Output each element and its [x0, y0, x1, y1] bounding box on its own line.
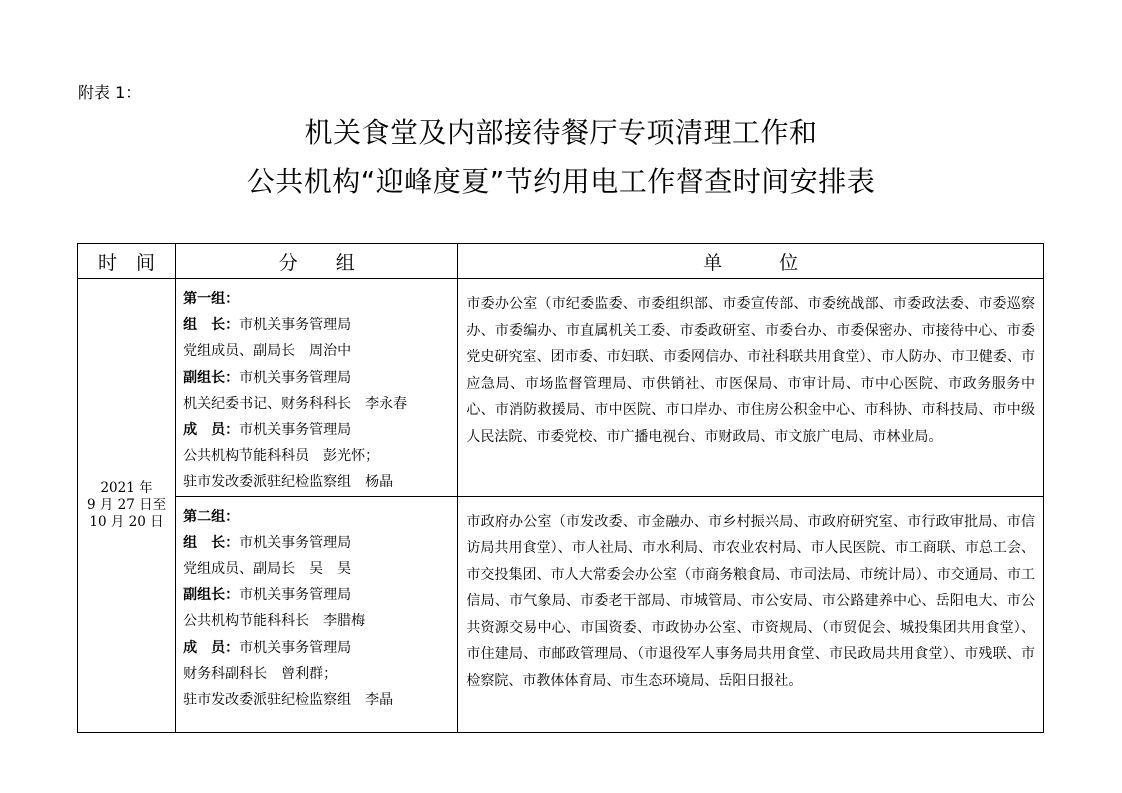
unit-cell-2: 市政府办公室（市发改委、市金融办、市乡村振兴局、市政府研究室、市行政审批局、市信访局共用食堂）、市人社局、市水利局、市农业农村局、市人民医院、市工商联、市总工会、市交投集团、市人大常委会办公室（市商务粮食局、市司法局、市统计局）、市交通局、市工信局、市气象局、市委老干部局、市城管局、市公安局、市公路建养中心、岳阳电大、市公共资源交易中心、市国资委、市政协办公室、市资规局、（市贸促会、城投集团共用食堂）、市住建局、市邮政管理局、（市退役军人事务局共用食堂、市民政局共用食堂）、市残联、市检察院、市教体体育局、市生态环境局、岳阳日报社。 [458, 496, 1044, 732]
time-end: 10 月 20 日 [89, 513, 164, 530]
member-line-2: 财务科副科长 曾利群； [183, 665, 338, 682]
member-org: 市机关事务管理局 [239, 639, 352, 656]
group-name: 第二组： [183, 508, 240, 525]
title-line-2: 公共机构“迎峰度夏”节约用电工作督查时间安排表 [246, 165, 876, 198]
unit-cell-1: 市委办公室（市纪委监委、市委组织部、市委宣传部、市委统战部、市委政法委、市委巡察办、市委编办、市直属机关工委、市委政研室、市委台办、市委保密办、市接待中心、市委党史研究室、团市委、市妇联、市委网信办、市社科联共用食堂）、市人防办、市卫健委、市应急局、市场监督管理局、市供销社、市医保局、市审计局、市中心医院、市政务服务中心、市消防救援局、市中医院、市口岸办、市住房公积金中心、市科协、市科技局、市中级人民法院、市委党校、市广播电视台、市财政局、市文旅广电局、市林业局。 [458, 279, 1044, 497]
leader-label: 组 长： [183, 534, 240, 551]
group-name: 第一组： [183, 291, 240, 307]
leader-org: 市机关事务管理局 [239, 317, 352, 334]
deputy-label: 副组长： [183, 369, 240, 386]
table-row [78, 279, 1044, 497]
deputy-label: 副组长： [183, 587, 240, 604]
group-cell-1 [176, 279, 458, 497]
table-row [78, 496, 1044, 732]
deputy-org: 市机关事务管理局 [239, 587, 352, 604]
member-line-3: 驻市发改委派驻纪检监察组 杨晶 [183, 474, 394, 491]
deputy-org: 市机关事务管理局 [239, 369, 352, 386]
header-time: 时 间 [78, 244, 176, 279]
time-start: 9 月 27 日至 [86, 496, 167, 513]
member-line-3: 驻市发改委派驻纪检监察组 李晶 [183, 692, 394, 709]
annex-label: 附表 1： [78, 83, 142, 102]
leader-title: 党组成员、副局长 周治中 [183, 343, 352, 360]
member-org: 市机关事务管理局 [239, 422, 352, 439]
header-group: 分 组 [176, 244, 458, 279]
deputy-title: 公共机构节能科科长 李腊梅 [183, 613, 366, 630]
table-header-row [78, 244, 1044, 279]
leader-title: 党组成员、副局长 吴 昊 [183, 561, 352, 578]
schedule-table [77, 243, 1044, 733]
deputy-title: 机关纪委书记、财务科科长 李永春 [183, 395, 408, 412]
member-label: 成 员： [183, 422, 240, 439]
group-cell-2 [176, 496, 458, 732]
time-year: 2021 年 [100, 479, 153, 496]
member-line-2: 公共机构节能科科员 彭光怀； [183, 448, 380, 465]
member-label: 成 员： [183, 639, 240, 656]
header-unit: 单 位 [458, 244, 1044, 279]
title-line-1: 机关食堂及内部接待餐厅专项清理工作和 [304, 116, 818, 149]
leader-org: 市机关事务管理局 [239, 534, 352, 551]
time-cell [78, 279, 176, 733]
leader-label: 组 长： [183, 317, 240, 334]
